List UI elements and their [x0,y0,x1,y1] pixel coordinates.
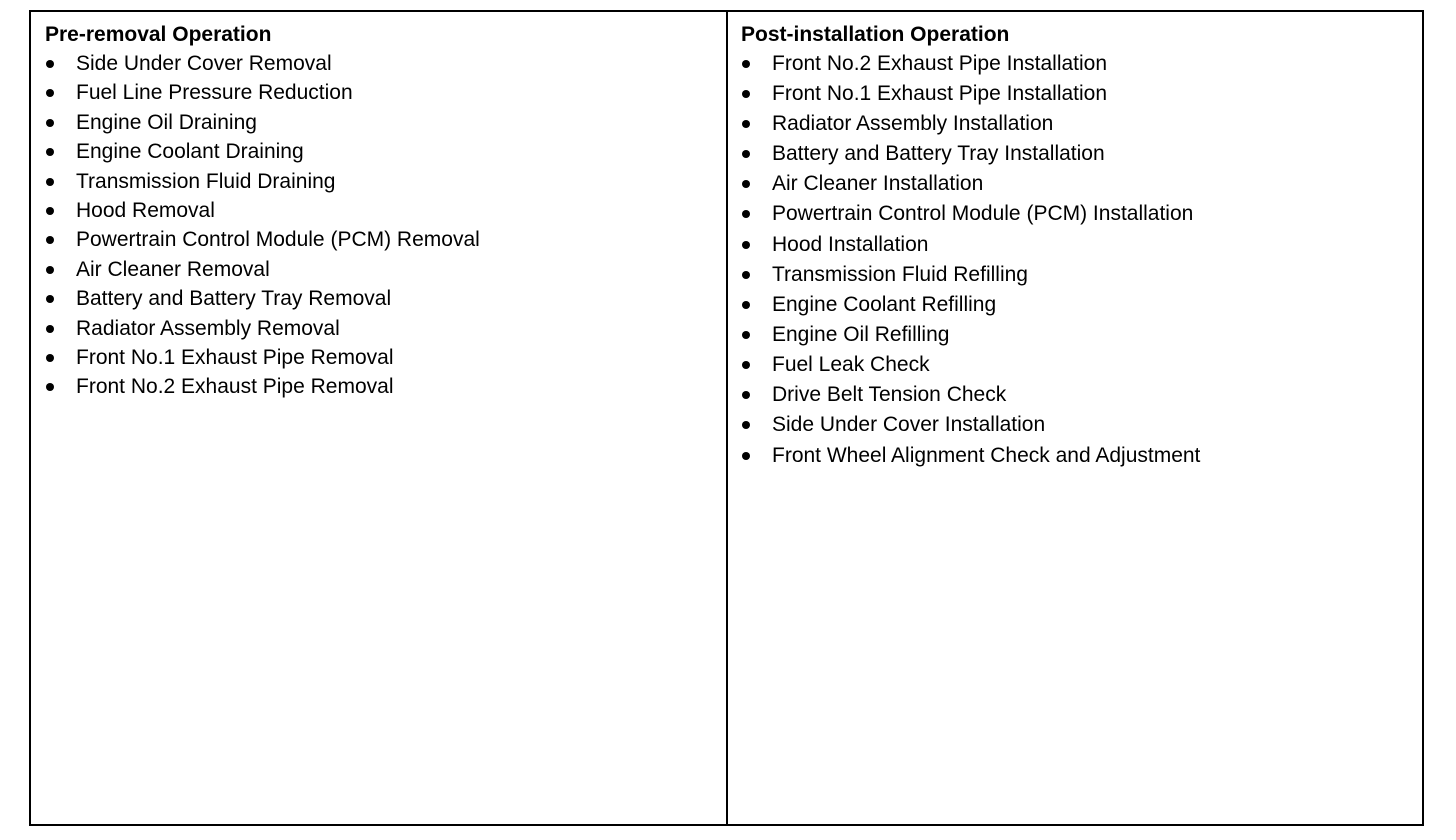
list-item [45,170,480,199]
list-item-label: Front No.2 Exhaust Pipe Removal [76,375,394,399]
bullet-icon [46,119,54,127]
list-item [45,140,480,169]
list-item-label: Radiator Assembly Installation [772,112,1054,136]
bullet-icon [742,271,750,279]
list-item [45,52,480,81]
list-item-label: Front No.2 Exhaust Pipe Installation [772,52,1108,75]
list-item [741,383,1200,413]
list-item [45,258,480,287]
bullet-icon [46,207,54,215]
pre-removal-column [31,12,728,824]
list-item-label: Front No.1 Exhaust Pipe Removal [76,345,394,369]
list-item [741,172,1200,202]
list-item [45,81,480,110]
post-installation-heading: Post-installation Operation [741,23,1010,46]
pre-removal-list [45,52,480,405]
list-item [45,346,480,375]
bullet-icon [46,383,54,391]
post-installation-list [741,52,1200,474]
list-item [741,323,1200,353]
list-item-label: Transmission Fluid Draining [76,169,336,193]
list-item-label: Hood Removal [76,198,215,222]
list-item [741,293,1200,323]
bullet-icon [742,331,750,339]
bullet-icon [742,241,750,249]
list-item-label: Air Cleaner Removal [76,257,270,281]
bullet-icon [742,452,750,460]
list-item-label: Engine Coolant Draining [76,140,304,164]
bullet-icon [46,325,54,333]
bullet-icon [46,89,54,97]
bullet-icon [742,120,750,128]
list-item-label: Powertrain Control Module (PCM) Removal [76,228,480,252]
list-item-label: Air Cleaner Installation [772,172,984,196]
list-item-label: Powertrain Control Module (PCM) Installation [772,202,1194,226]
bullet-icon [742,361,750,369]
list-item [45,375,480,404]
list-item-label: Side Under Cover Installation [772,413,1046,437]
list-item [741,353,1200,383]
list-item [741,263,1200,293]
list-item [741,142,1200,172]
list-item [45,228,480,257]
list-item [741,202,1200,232]
bullet-icon [742,90,750,98]
list-item-label: Hood Installation [772,232,929,256]
bullet-icon [742,421,750,429]
list-item-label: Engine Oil Refilling [772,322,950,346]
bullet-icon [742,150,750,158]
list-item-label: Front No.1 Exhaust Pipe Installation [772,82,1108,106]
list-item [45,199,480,228]
list-item-label: Battery and Battery Tray Installation [772,142,1105,166]
bullet-icon [46,266,54,274]
bullet-icon [742,210,750,218]
list-item-label: Transmission Fluid Refilling [772,262,1028,286]
bullet-icon [46,295,54,303]
list-item [741,444,1200,474]
list-item-label: Side Under Cover Removal [76,52,332,75]
list-item [45,317,480,346]
list-item [741,413,1200,443]
list-item-label: Battery and Battery Tray Removal [76,287,392,311]
list-item [741,82,1200,112]
list-item-label: Engine Coolant Refilling [772,292,997,316]
bullet-icon [46,354,54,362]
list-item [45,287,480,316]
bullet-icon [46,236,54,244]
bullet-icon [46,178,54,186]
list-item-label: Engine Oil Draining [76,110,257,134]
bullet-icon [742,60,750,68]
list-item-label: Fuel Line Pressure Reduction [76,81,353,105]
bullet-icon [46,148,54,156]
list-item [741,52,1200,82]
list-item-label: Fuel Leak Check [772,352,930,376]
list-item [741,233,1200,263]
list-item-label: Front Wheel Alignment Check and Adjustment [772,444,1201,468]
list-item-label: Radiator Assembly Removal [76,316,340,340]
pre-removal-heading: Pre-removal Operation [45,23,272,46]
list-item-label: Drive Belt Tension Check [772,383,1007,407]
operations-table [29,10,1424,826]
post-installation-column [728,12,1422,824]
bullet-icon [742,391,750,399]
bullet-icon [742,301,750,309]
list-item [45,111,480,140]
bullet-icon [742,180,750,188]
bullet-icon [46,60,54,68]
list-item [741,112,1200,142]
